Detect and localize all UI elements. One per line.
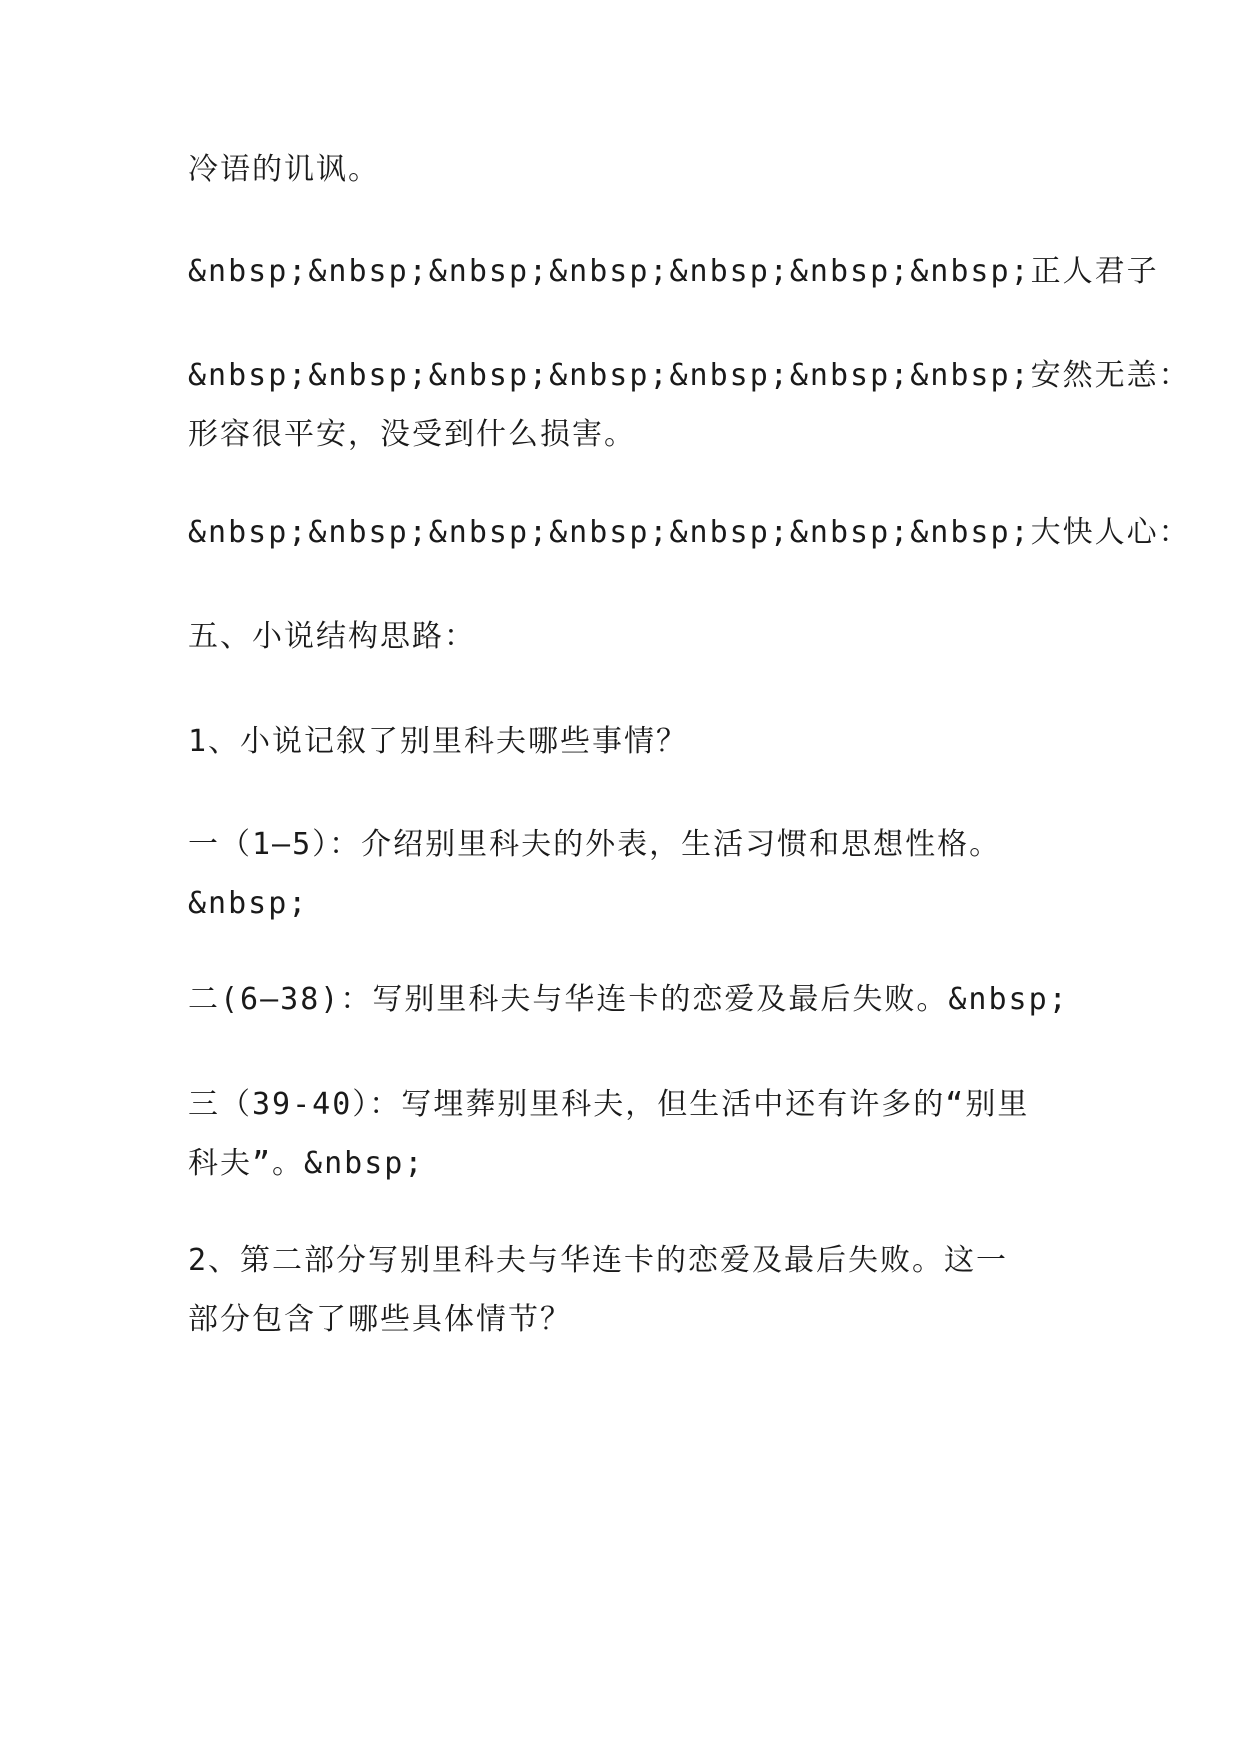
part-two xyxy=(188,970,1068,1029)
part-one xyxy=(188,815,1068,933)
text-line: &nbsp; xyxy=(188,886,309,921)
paragraph-3 xyxy=(188,346,1191,464)
part-three xyxy=(188,1075,1068,1193)
text-line: 二(6—38)：写别里科夫与华连卡的恋爱及最后失败。&nbsp; xyxy=(188,982,1069,1017)
paragraph-4 xyxy=(188,503,1191,562)
question-1 xyxy=(188,712,1068,771)
text-line: 一（1—5）：介绍别里科夫的外表，生活习惯和思想性格。 xyxy=(188,827,1002,862)
text-line: 科夫”。&nbsp; xyxy=(188,1146,425,1181)
text-line: &nbsp;&nbsp;&nbsp;&nbsp;&nbsp;&nbsp;&nbsp;正人君子 xyxy=(188,254,1159,289)
paragraph-1 xyxy=(188,140,1068,199)
text-line: 1、小说记叙了别里科夫哪些事情？ xyxy=(188,724,689,759)
text-line: 三（39-40）：写埋葬别里科夫，但生活中还有许多的“别里 xyxy=(188,1087,1030,1122)
text-line: 部分包含了哪些具体情节？ xyxy=(188,1302,572,1337)
text-line: 五、小说结构思路： xyxy=(188,619,476,654)
text-line: 冷语的讥讽。 xyxy=(188,152,380,187)
paragraph-2 xyxy=(188,242,1159,301)
text-line: &nbsp;&nbsp;&nbsp;&nbsp;&nbsp;&nbsp;&nbsp;安然无恙： xyxy=(188,358,1191,393)
question-2 xyxy=(188,1231,1068,1349)
section-heading xyxy=(188,607,1068,666)
text-line: 形容很平安，没受到什么损害。 xyxy=(188,417,636,452)
text-line: 2、第二部分写别里科夫与华连卡的恋爱及最后失败。这一 xyxy=(188,1243,1009,1278)
text-line: &nbsp;&nbsp;&nbsp;&nbsp;&nbsp;&nbsp;&nbsp;大快人心： xyxy=(188,515,1191,550)
